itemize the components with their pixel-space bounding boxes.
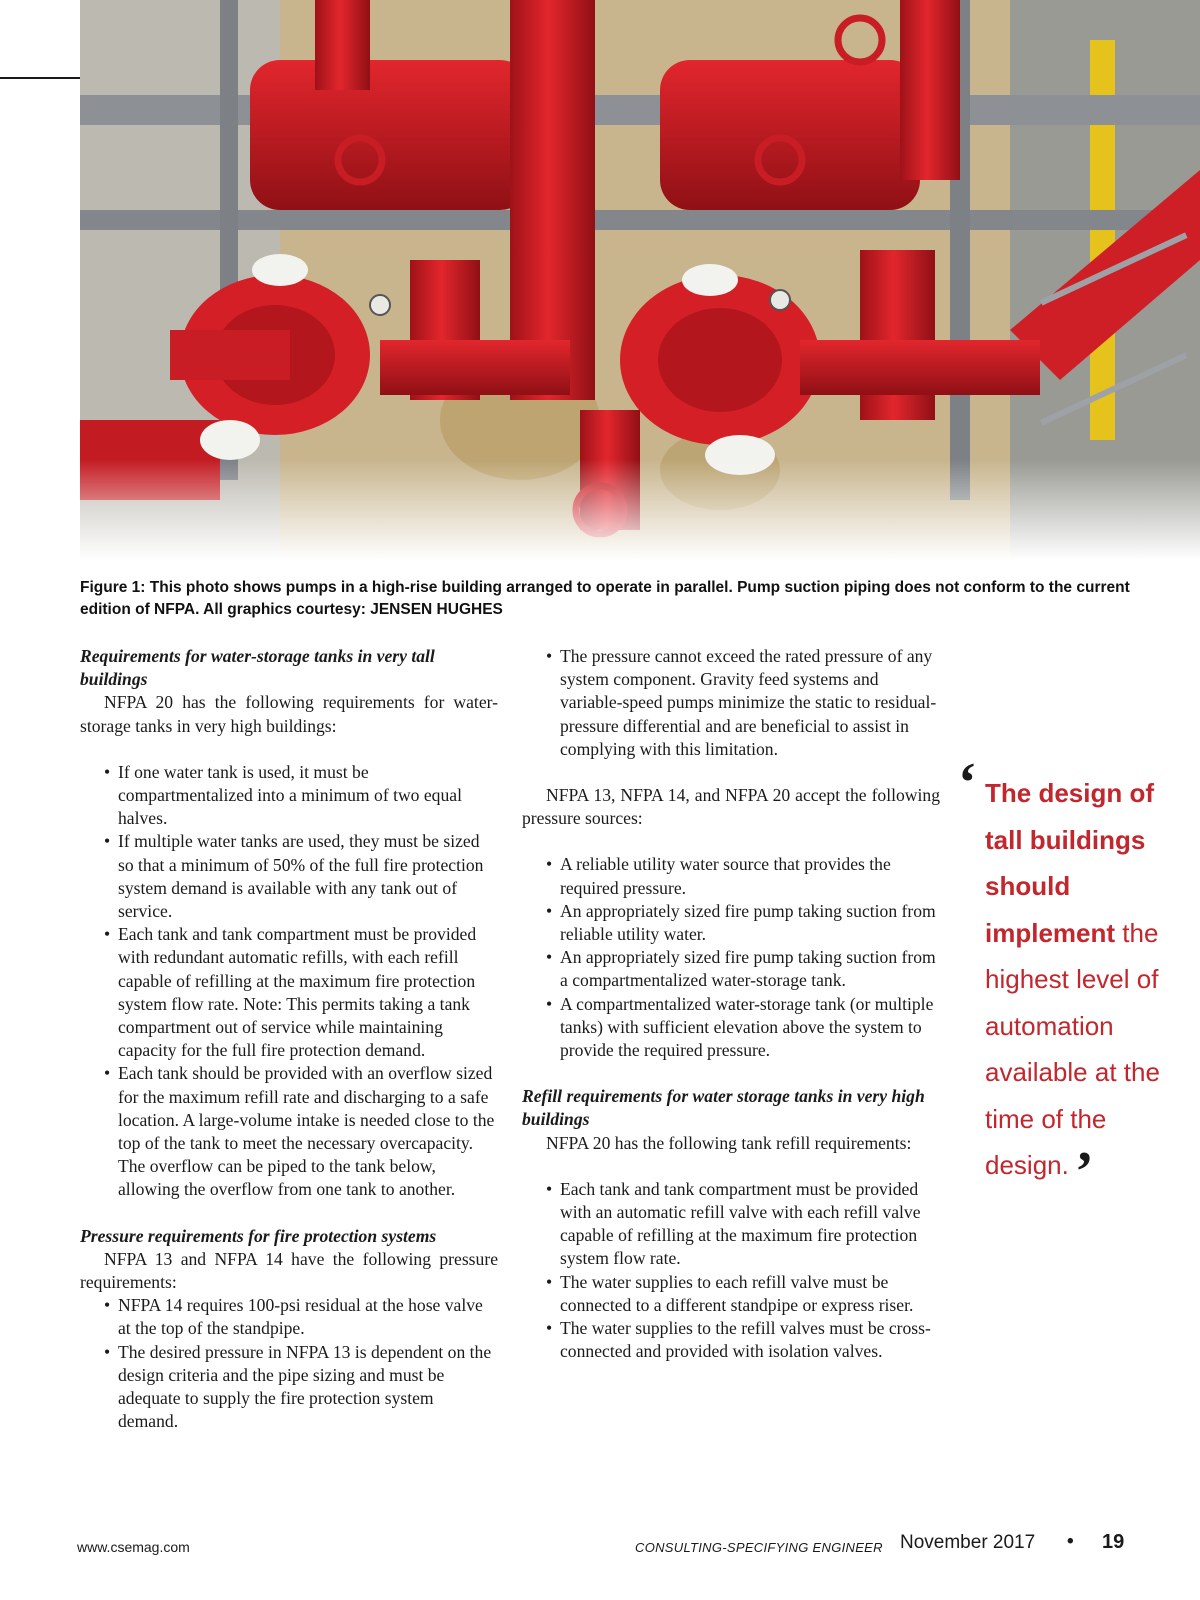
section-heading-refill-requirements: Refill requirements for water storage tanks in very high buildings — [522, 1086, 925, 1130]
paragraph: NFPA 20 has the following requirements for water-storage tanks in very high buildings: — [80, 692, 498, 736]
list-item: • The water supplies to each refill valve must be connected to a different standpipe or express riser. — [522, 1271, 940, 1317]
section-heading-tank-requirements: Requirements for water-storage tanks in very tall buildings — [80, 646, 435, 690]
column-1 — [80, 645, 498, 1434]
footer-bullet: • — [1067, 1531, 1074, 1552]
list-item: • A compartmentalized water-storage tank (or multiple tanks) with sufficient elevation above the system to provide the required pressure. — [522, 993, 940, 1063]
paragraph: NFPA 13 and NFPA 14 have the following pressure requirements: — [80, 1248, 498, 1293]
bullet-list — [522, 1178, 940, 1364]
footer-date: November 2017 — [900, 1532, 1036, 1553]
list-item: • If one water tank is used, it must be compartmentalized into a minimum of two equal halves. — [80, 761, 498, 831]
close-quote-icon: ’ — [1075, 1141, 1094, 1203]
bullet-list — [80, 1294, 498, 1433]
bullet-list — [522, 853, 940, 1062]
column-2 — [522, 645, 940, 1363]
section-heading-pressure-requirements: Pressure requirements for fire protection systems — [80, 1225, 437, 1246]
list-item: • Each tank should be provided with an overflow sized for the maximum refill rate and discharging to a safe location. A large-volume intake is needed close to the top of the tank to meet the necessary overcapacity. The overflow can be piped to the tank below, allowing the overflow from one tank to another. — [80, 1062, 498, 1201]
pull-quote-bold: The design of tall buildings should implement — [985, 778, 1154, 948]
footer-magazine-name: CONSULTING-SPECIFYING ENGINEER — [635, 1540, 883, 1555]
list-item: • Each tank and tank compartment must be provided with redundant automatic refills, with each refill capable of refilling at the maximum fire protection system flow rate. Note: This permits taking a tank compartment out of service while maintaining capacity for the full fire protection demand. — [80, 923, 498, 1062]
list-item: • If multiple water tanks are used, they must be sized so that a minimum of 50% of the full fire protection system demand is available with any tank out of service. — [80, 830, 498, 923]
figure-caption: Figure 1: This photo shows pumps in a high-rise building arranged to operate in parallel. Pump suction piping does not conform to the current edition of NFPA. All graphics courtesy: JENSEN HUGHES — [80, 579, 1130, 618]
paragraph: NFPA 13, NFPA 14, and NFPA 20 accept the following pressure sources: — [522, 785, 940, 829]
list-item: • An appropriately sized fire pump taking suction from a compartmentalized water-storage tank. — [522, 946, 940, 992]
list-item: • The water supplies to the refill valves must be cross-connected and provided with isolation valves. — [522, 1317, 940, 1363]
open-quote-icon: ‘ — [958, 752, 977, 814]
list-item: • The desired pressure in NFPA 13 is dependent on the design criteria and the pipe sizing and must be adequate to supply the fire protection system demand. — [80, 1341, 498, 1434]
bullet-list — [522, 645, 940, 761]
list-item: • A reliable utility water source that provides the required pressure. — [522, 853, 940, 899]
list-item: • NFPA 14 requires 100-psi residual at the hose valve at the top of the standpipe. — [80, 1294, 498, 1340]
header-rule — [0, 77, 80, 79]
list-item: • Each tank and tank compartment must be provided with an automatic refill valve with each refill valve capable of refilling at the maximum fire protection system flow rate. — [522, 1178, 940, 1271]
page-number: 19 — [1102, 1531, 1125, 1553]
pull-quote — [985, 770, 1190, 1189]
footer-url[interactable]: www.csemag.com — [77, 1539, 190, 1555]
pump-room-photo — [80, 0, 1200, 560]
list-item: • The pressure cannot exceed the rated pressure of any system component. Gravity feed systems and variable-speed pumps minimize the static to residual-pressure differential and are beneficial to assist in complying with this limitation. — [522, 645, 940, 761]
bullet-list — [80, 761, 498, 1202]
list-item: • An appropriately sized fire pump taking suction from reliable utility water. — [522, 900, 940, 946]
pull-quote-regular: the highest level of automation available at the time of the design. — [985, 917, 1160, 1180]
paragraph: NFPA 20 has the following tank refill requirements: — [546, 1132, 912, 1153]
